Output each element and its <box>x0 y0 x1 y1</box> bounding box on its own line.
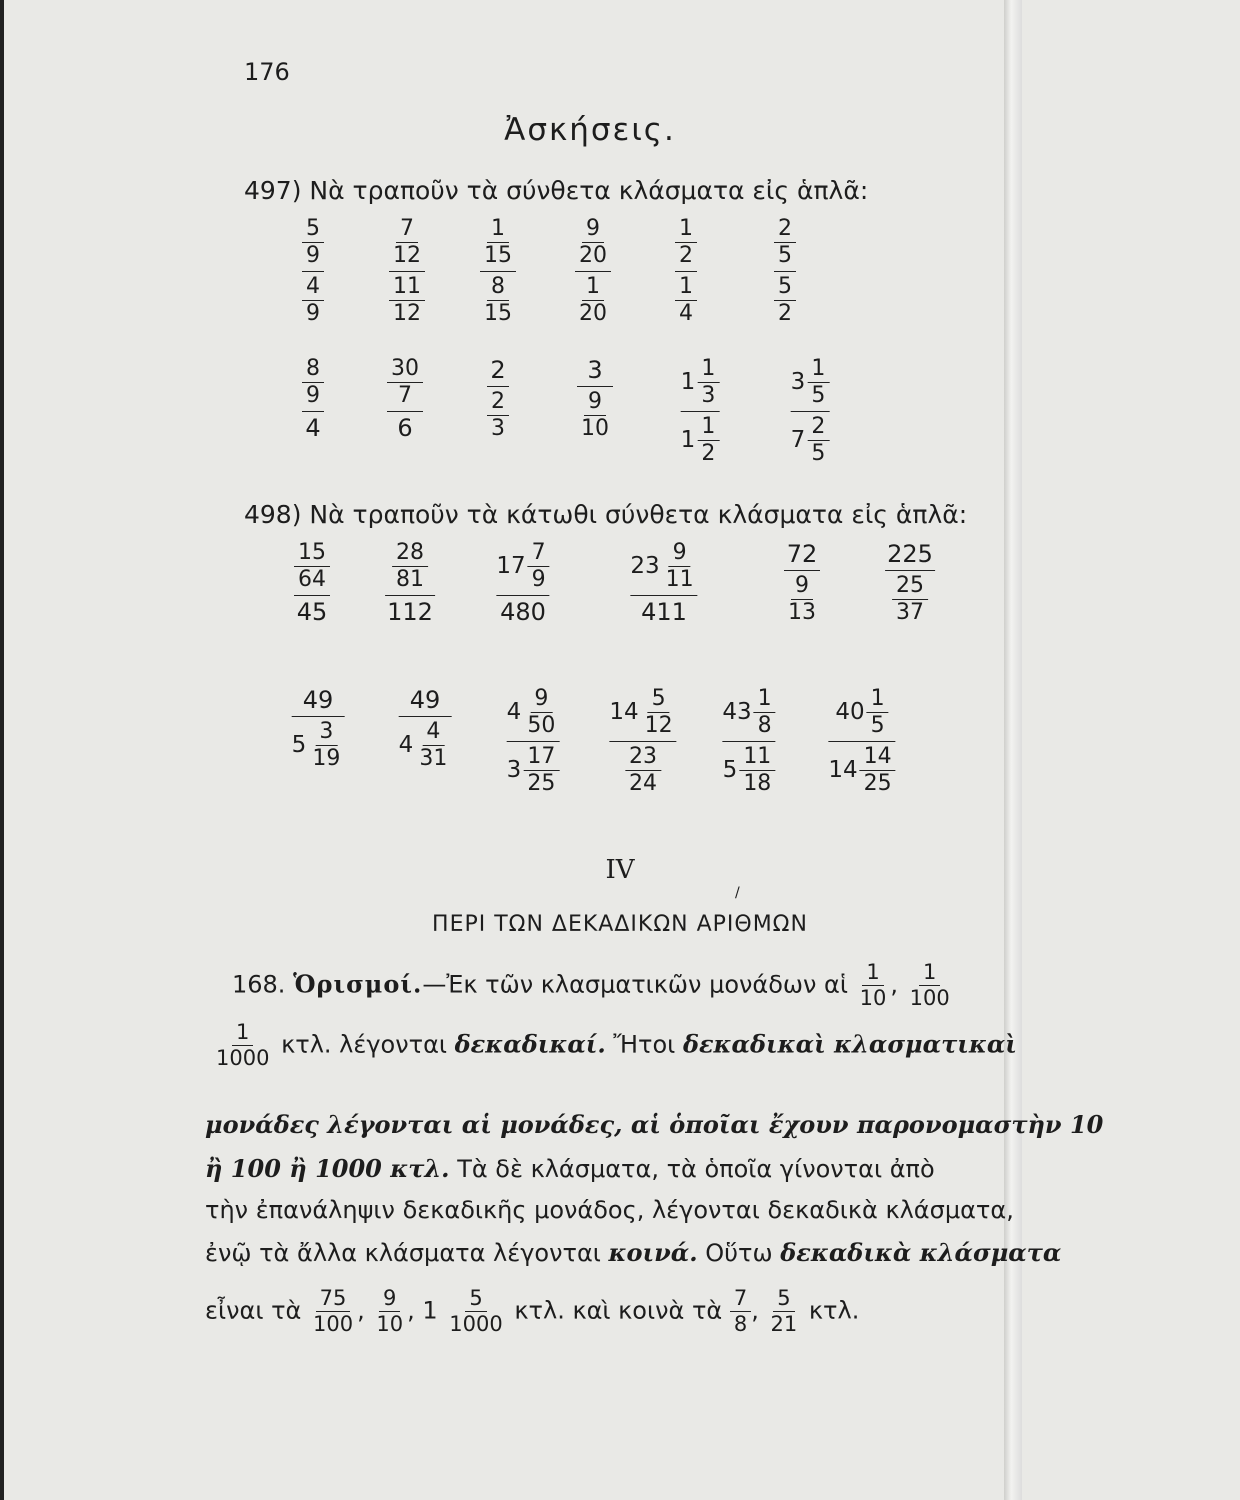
fraction-bar <box>774 271 796 272</box>
compound-fraction <box>774 218 796 325</box>
fraction-bar <box>609 741 676 742</box>
fraction-bar <box>292 716 345 717</box>
fraction: 25 37 <box>892 575 928 624</box>
fraction: $\frac{5}{1000}$ <box>449 1286 503 1336</box>
paragraph-title: Ὁρισμοί. <box>293 969 423 999</box>
compound-fraction <box>302 218 324 325</box>
paragraph-line-2 <box>212 1022 1017 1069</box>
comma: , <box>890 970 899 999</box>
fraction: 9 10 <box>581 389 609 441</box>
whole-number: 5 <box>722 757 738 783</box>
fraction: 30 7 <box>387 358 423 407</box>
paragraph-text: κτλ. καὶ κοινὰ τὰ <box>514 1296 723 1325</box>
fraction: 23 24 <box>625 746 661 795</box>
comma: , <box>407 1296 415 1325</box>
fraction: 5 9 <box>302 218 324 267</box>
fraction: 1 4 <box>675 276 697 325</box>
fraction: 4 9 <box>302 276 324 325</box>
whole-number: 7 <box>790 427 806 453</box>
fraction: $\frac{1}{1000}$ <box>216 1020 270 1070</box>
fraction: 5 2 <box>774 276 796 325</box>
fraction-bar <box>791 411 830 412</box>
fraction-bar <box>387 411 423 412</box>
fraction: $\frac{7}{8}$ <box>730 1288 751 1335</box>
paragraph-text: —Ἐκ τῶν κλασματικῶν μονάδων αἱ <box>422 970 848 999</box>
fraction: $\frac{1}{100}$ <box>909 960 950 1010</box>
whole-number: 43 <box>722 699 752 725</box>
exercise-498-prompt: 498) Νὰ τραποῦν τὰ κάτωθι σύνθετα κλάσματα εἰς ἁπλᾶ: <box>244 500 968 529</box>
compound-fraction <box>675 218 697 325</box>
compound-fraction <box>722 688 775 795</box>
fraction: $\frac{5}{21}$ <box>770 1286 798 1336</box>
section-number: IV <box>605 855 635 885</box>
fraction: 1 15 <box>484 216 512 268</box>
number: 72 <box>786 540 818 568</box>
section-accent-mark: / <box>735 885 740 901</box>
fraction-bar <box>399 716 452 717</box>
number: 480 <box>500 598 546 626</box>
fraction: 14 25 <box>860 746 896 795</box>
fraction-bar <box>480 271 516 272</box>
compound-fraction <box>385 542 435 624</box>
fraction: 8 15 <box>484 274 512 326</box>
whole-number: 1 <box>680 369 696 395</box>
fraction: 9 50 <box>527 686 556 738</box>
section-title: ΠΕΡΙ ΤΩΝ ΔΕΚΑΔΙΚΩΝ ΑΡΙΘΜΩΝ <box>432 912 808 937</box>
comma: , <box>357 1296 365 1325</box>
fraction: 1 5 <box>867 688 889 737</box>
compound-fraction <box>507 688 560 795</box>
fraction: 11 18 <box>739 746 775 795</box>
compound-fraction <box>302 358 324 440</box>
paragraph-line-7 <box>205 1288 859 1335</box>
fraction: 1 3 <box>697 358 719 407</box>
number: 2 <box>490 356 506 384</box>
fraction-bar <box>302 411 324 412</box>
fraction-bar <box>577 386 613 387</box>
fraction: 3 19 <box>312 719 341 771</box>
compound-fraction <box>630 542 697 624</box>
fraction: 8 9 <box>302 358 324 407</box>
compound-fraction <box>480 218 516 325</box>
number: 49 <box>302 686 334 714</box>
number: 112 <box>387 598 433 626</box>
fraction: 7 9 <box>528 542 550 591</box>
fraction: $\frac{9}{10}$ <box>376 1286 404 1336</box>
fraction-bar <box>302 271 324 272</box>
page-edge <box>0 0 4 1500</box>
paragraph-text: Ἤτοι <box>613 1030 676 1059</box>
fraction: 5 12 <box>644 686 673 738</box>
number: 6 <box>397 414 413 442</box>
fraction: 1 2 <box>697 416 719 465</box>
fraction: $\frac{1}{10}$ <box>859 960 887 1010</box>
whole-number: 4 <box>506 699 522 725</box>
compound-fraction <box>784 542 820 624</box>
fraction-bar <box>496 595 549 596</box>
fraction: 9 13 <box>788 573 816 625</box>
page-number: 176 <box>244 58 290 86</box>
fraction: 1 5 <box>807 358 829 407</box>
page-heading: Ἀσκήσεις. <box>504 112 676 148</box>
emphasis-text: δεκαδικὰ κλάσματα <box>780 1238 1062 1267</box>
whole-number: 3 <box>506 757 522 783</box>
fraction-bar <box>885 570 935 571</box>
compound-fraction <box>791 358 830 465</box>
fraction-bar <box>507 741 560 742</box>
whole-number: 1 <box>422 1296 438 1325</box>
compound-fraction <box>294 542 330 624</box>
fraction: 1 20 <box>579 274 607 326</box>
paragraph-line-3 <box>205 1110 1103 1139</box>
number: 4 <box>305 414 321 442</box>
fraction: 17 25 <box>523 746 559 795</box>
emphasis-text: κοινά. <box>608 1238 698 1267</box>
paragraph-text: Τὰ δὲ κλάσματα, τὰ ὁποῖα γίνονται ἀπὸ <box>457 1155 935 1183</box>
fraction: 2 5 <box>807 416 829 465</box>
number: 411 <box>641 598 687 626</box>
whole-number: 40 <box>835 699 865 725</box>
fraction-bar <box>681 411 720 412</box>
fraction-bar <box>575 271 611 272</box>
paragraph-line-6 <box>205 1238 1061 1267</box>
compound-fraction <box>577 358 613 440</box>
whole-number: 14 <box>609 699 639 725</box>
fraction-bar <box>385 595 435 596</box>
fraction: 1 2 <box>675 218 697 267</box>
fraction-bar <box>630 595 697 596</box>
number: 225 <box>887 540 933 568</box>
compound-fraction <box>387 358 423 440</box>
paragraph-text: ἐνῷ τὰ ἄλλα κλάσματα λέγονται <box>205 1239 601 1267</box>
fraction-bar <box>722 741 775 742</box>
compound-fraction <box>885 542 935 624</box>
fraction-bar <box>784 570 820 571</box>
paragraph-line-1 <box>232 962 954 1009</box>
paragraph-text: κτλ. λέγονται <box>281 1030 448 1059</box>
compound-fraction <box>487 358 509 440</box>
emphasis-text: δεκαδικαί. <box>454 1029 606 1059</box>
paragraph-number: 168. <box>232 970 286 999</box>
compound-fraction <box>681 358 720 465</box>
fraction: 7 12 <box>393 216 421 268</box>
fraction-bar <box>487 386 509 387</box>
compound-fraction <box>399 688 452 770</box>
compound-fraction <box>575 218 611 325</box>
emphasis-text: μονάδες λέγονται αἱ μονάδες, αἱ ὁποῖαι ἔχουν παρονομαστὴν 10 <box>205 1110 1104 1139</box>
whole-number: 23 <box>630 553 660 579</box>
fraction-bar <box>389 271 425 272</box>
fraction: 1 8 <box>754 688 776 737</box>
whole-number: 3 <box>790 369 806 395</box>
compound-fraction <box>496 542 549 624</box>
paragraph-text: Οὕτω <box>705 1239 773 1267</box>
whole-number: 1 <box>680 427 696 453</box>
page-edge <box>1004 0 1022 1500</box>
number: 3 <box>587 356 603 384</box>
whole-number: 14 <box>828 757 858 783</box>
compound-fraction <box>609 688 676 795</box>
whole-number: 17 <box>496 553 526 579</box>
compound-fraction <box>828 688 895 795</box>
fraction: $\frac{75}{100}$ <box>312 1286 354 1336</box>
paragraph-text: κτλ. <box>808 1296 860 1325</box>
number: 45 <box>296 598 328 626</box>
fraction: 2 5 <box>774 218 796 267</box>
paragraph-text: τὴν ἐπανάληψιν δεκαδικῆς μονάδος, λέγονται δεκαδικὰ κλάσματα, <box>205 1196 1014 1224</box>
comma: , <box>751 1296 759 1325</box>
number: 49 <box>409 686 441 714</box>
fraction: 4 31 <box>419 719 448 771</box>
fraction: 11 12 <box>389 276 425 325</box>
fraction-bar <box>675 271 697 272</box>
compound-fraction <box>292 688 345 770</box>
fraction: 28 81 <box>392 542 428 591</box>
exercise-497-prompt: 497) Νὰ τραποῦν τὰ σύνθετα κλάσματα εἰς ἁπλᾶ: <box>244 176 869 205</box>
emphasis-text: δεκαδικαὶ κλασματικαὶ <box>682 1029 1017 1059</box>
paragraph-text: εἶναι τὰ <box>205 1296 302 1325</box>
fraction: 2 3 <box>487 391 509 440</box>
fraction: 15 64 <box>294 542 330 591</box>
whole-number: 5 <box>291 732 307 758</box>
whole-number: 4 <box>398 732 414 758</box>
fraction: 9 20 <box>579 216 607 268</box>
emphasis-text: ἢ 100 ἢ 1000 κτλ. <box>205 1154 450 1183</box>
fraction-bar <box>828 741 895 742</box>
fraction-bar <box>294 595 330 596</box>
paragraph-line-4 <box>205 1154 935 1183</box>
compound-fraction <box>389 218 425 325</box>
paragraph-line-5 <box>205 1196 1014 1224</box>
fraction: 9 11 <box>665 540 694 592</box>
